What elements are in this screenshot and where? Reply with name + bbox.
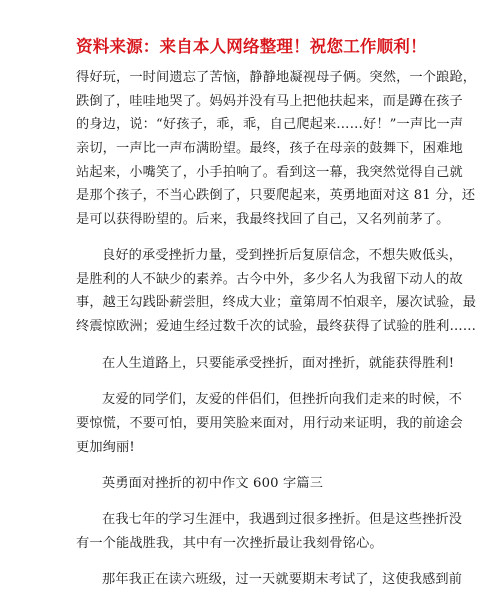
paragraph-p7 xyxy=(76,568,463,592)
text-line: 要惊慌，不要可怕，要用笑脸来面对，用行动来证明，我的前途会 xyxy=(76,415,463,431)
paragraph-p4 xyxy=(76,388,463,459)
paragraph-gap xyxy=(76,232,432,244)
text-line: 英勇面对挫折的初中作文 600 字篇三 xyxy=(102,476,324,492)
text-line: 跌倒了，哇哇地哭了。妈妈并没有马上把他扶起来，而是蹲在孩子 xyxy=(76,93,463,109)
article-body xyxy=(76,66,477,592)
paragraph-gap xyxy=(76,375,432,388)
text-line: 亲切，一声比一声布满盼望。最终，孩子在母亲的鼓舞下，困难地 xyxy=(76,141,463,157)
paragraph-gap xyxy=(76,496,432,508)
text-line: 有一个能战胜我，其中有一次挫折最让我刻骨铭心。 xyxy=(76,535,383,551)
paragraph-p6 xyxy=(76,508,463,555)
text-line: 站起来，小嘴笑了，小手拍响了。看到这一幕，我突然觉得自己就 xyxy=(76,164,463,180)
paragraph-p1 xyxy=(76,66,477,232)
paragraph-gap xyxy=(76,555,432,568)
paragraph-p2 xyxy=(76,244,477,339)
source-banner: 资料来源：来自本人网络整理！祝您工作顺利！ xyxy=(76,37,427,56)
text-line: 在人生道路上，只要能承受挫折，面对挫折，就能获得胜利! xyxy=(102,355,455,371)
text-line: 更加绚丽! xyxy=(76,439,135,455)
text-line: 在我七年的学习生涯中，我遇到过很多挫折。但是这些挫折没 xyxy=(102,512,463,527)
text-line: 得好玩，一时间遗忘了苦恼，静静地凝视母子俩。突然，一个踉跄， xyxy=(76,70,477,85)
paragraph-p3 xyxy=(76,352,455,376)
text-line: 良好的承受挫折力量，受到挫折后复原信念，不想失败低头， xyxy=(102,247,463,263)
text-line: 是可以获得盼望的。后来，我最终找回了自己，又名列前茅了。 xyxy=(76,212,450,228)
text-line: 终震惊欧洲；爱迪生经过数千次的试验，最终获得了试验的胜利…… xyxy=(76,318,477,334)
text-line: 是那个孩子，不当心跌倒了，只要爬起来，英勇地面对这 81 分，还 xyxy=(76,188,476,204)
text-line: 的身边，说：“好孩子，乖，乖，自己爬起来……好！”一声比一声 xyxy=(76,117,464,133)
text-line: 是胜利的人不缺少的素养。古今中外，多少名人为我留下动人的故 xyxy=(76,271,463,287)
paragraph-gap xyxy=(76,339,432,352)
paragraph-gap xyxy=(76,459,432,472)
paragraph-p5 xyxy=(76,472,432,496)
text-line: 那年我正在读六班级，过一天就要期末考试了，这使我感到前 xyxy=(102,572,463,588)
text-line: 事，越王勾践卧薪尝胆，终成大业；童第周不怕艰辛，屡次试验，最 xyxy=(76,295,477,311)
text-line: 友爱的同学们，友爱的伴侣们，但挫折向我们走来的时候，不 xyxy=(102,392,463,408)
